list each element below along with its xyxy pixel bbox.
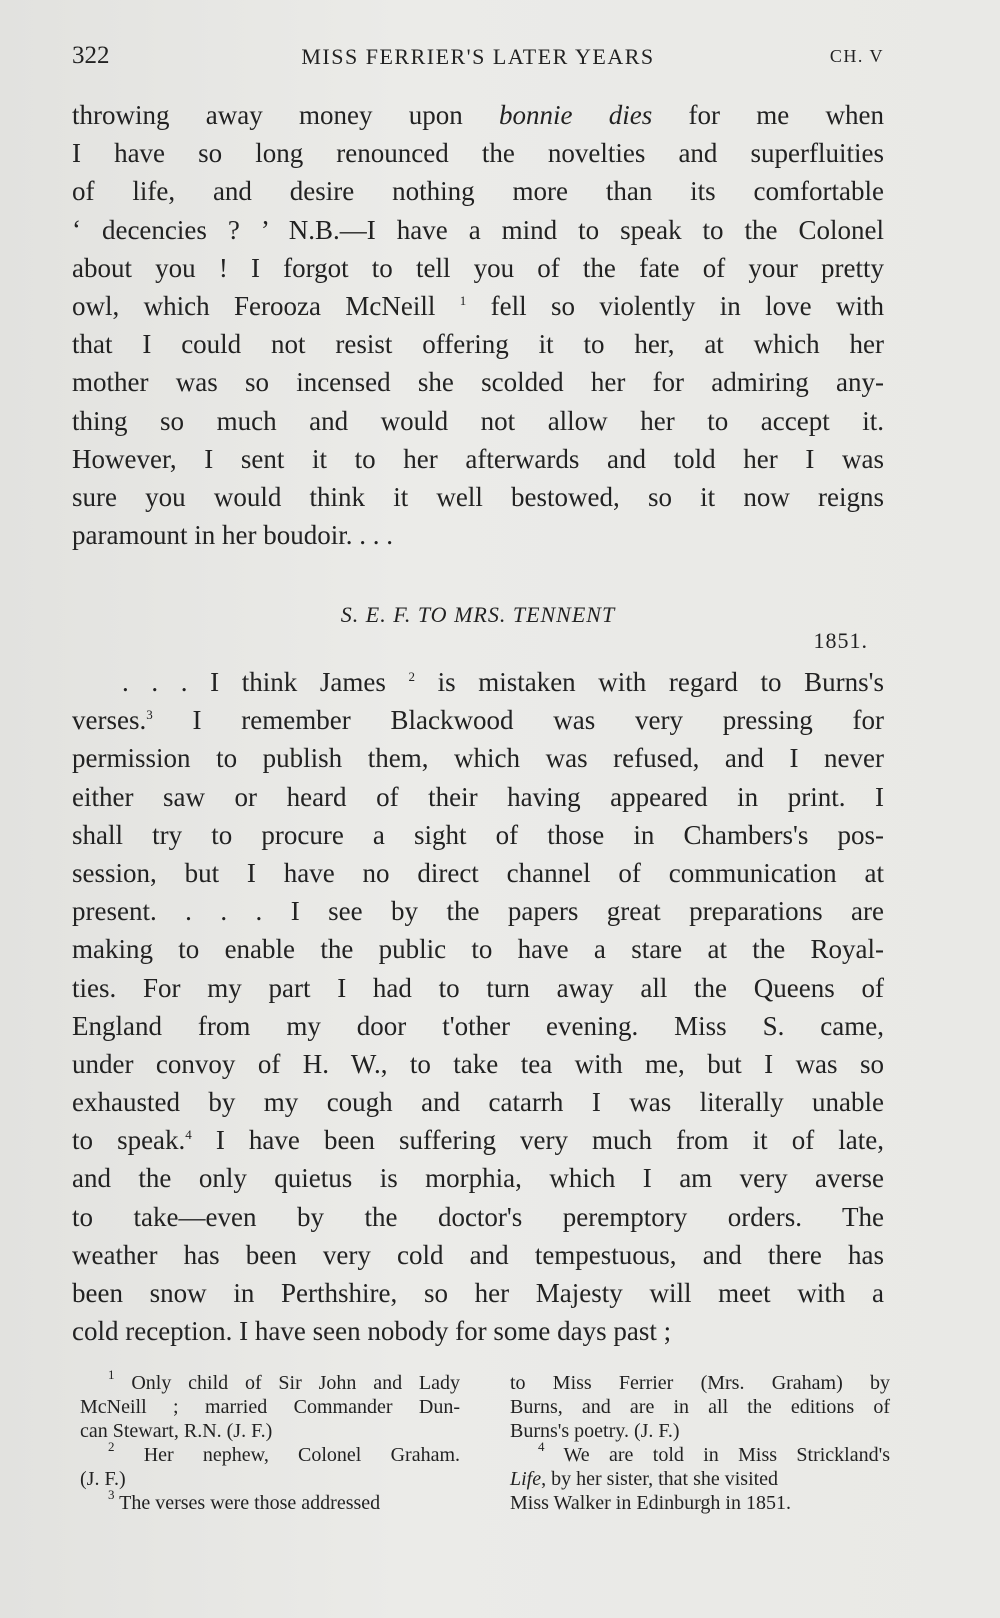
text-line: of life, and desire nothing more than its comfortable <box>72 176 884 207</box>
text-line: I have so long renounced the novelties and superfluities <box>72 138 884 169</box>
letter-date: 1851. <box>813 628 868 653</box>
text-line: mother was so incensed she scolded her for admiring any- <box>72 367 884 398</box>
paragraph-continued <box>72 96 884 554</box>
text-line: present. . . . I see by the papers great preparations are <box>72 896 884 927</box>
text-line: about you ! I forgot to tell you of the fate of your pretty <box>72 252 884 283</box>
page-number: 322 <box>72 42 110 69</box>
footnote-line: Life, by her sister, that she visited <box>510 1468 779 1490</box>
text-line: that I could not resist offering it to her, at which her <box>72 329 884 360</box>
text-line: under convoy of H. W., to take tea with me, but I was so <box>72 1048 884 1079</box>
text-line: weather has been very cold and tempestuous, and there has <box>72 1239 884 1270</box>
text-line: throwing away money upon bonnie dies for me when <box>72 100 884 130</box>
text-line: owl, which Ferooza McNeill $^1$ fell so violently in love with <box>72 290 884 321</box>
letter-body <box>72 663 884 1350</box>
text-line: verses.$^3$ I remember Blackwood was very pressing for <box>72 705 884 736</box>
text-line: making to enable the public to have a stare at the Royal- <box>72 934 884 965</box>
footnote-line: Burns's poetry. (J. F.) <box>510 1420 680 1442</box>
text-line: sure you would think it well bestowed, so it now reigns <box>72 481 884 512</box>
text-line: shall try to procure a sight of those in Chambers's pos- <box>72 819 884 850</box>
footnote-line: to Miss Ferrier (Mrs. Graham) by <box>510 1372 890 1394</box>
footnote-line: $^1$ Only child of Sir John and Lady <box>108 1367 460 1394</box>
footnotes-right-column <box>510 1371 890 1515</box>
text-line: permission to publish them, which was refused, and I never <box>72 743 884 774</box>
text-line: paramount in her boudoir. . . . <box>72 520 393 551</box>
footnote-line: (J. F.) <box>80 1468 126 1490</box>
text-line: thing so much and would not allow her to accept it. <box>72 405 884 436</box>
text-line: session, but I have no direct channel of communication at <box>72 857 884 888</box>
text-line: exhausted by my cough and catarrh I was literally unable <box>72 1087 884 1118</box>
footnote-line: Miss Walker in Edinburgh in 1851. <box>510 1492 791 1514</box>
text-line: either saw or heard of their having appeared in print. I <box>72 781 884 812</box>
text-line: England from my door t'other evening. Miss S. came, <box>72 1010 884 1041</box>
footnote-line: Burns, and are in all the editions of <box>510 1396 890 1418</box>
letter-heading: S. E. F. TO MRS. TENNENT <box>340 602 616 627</box>
chapter-label: CH. V <box>829 46 884 66</box>
footnotes-left-column <box>80 1367 460 1515</box>
text-line: . . . I think James $^2$ is mistaken with regard to Burns's <box>122 667 884 697</box>
footnote-line: $^3$ The verses were those addressed <box>108 1487 381 1514</box>
text-line: to speak.$^4$ I have been suffering very much from it of late, <box>72 1125 884 1156</box>
text-line: to take—even by the doctor's peremptory orders. The <box>72 1201 884 1232</box>
footnote-line: McNeill ; married Commander Dun- <box>80 1396 460 1418</box>
text-line: ‘ decencies ? ’ N.B.—I have a mind to speak to the Colonel <box>72 214 884 245</box>
text-line: and the only quietus is morphia, which I am very averse <box>72 1163 884 1194</box>
footnote-line: $^4$ We are told in Miss Strickland's <box>538 1439 890 1466</box>
footnote-line: can Stewart, R.N. (J. F.) <box>80 1420 273 1442</box>
running-head <box>72 42 884 72</box>
footnote-line: $^2$ Her nephew, Colonel Graham. <box>108 1439 460 1466</box>
text-line: been snow in Perthshire, so her Majesty will meet with a <box>72 1278 884 1308</box>
running-title: MISS FERRIER'S LATER YEARS <box>301 44 655 69</box>
text-line: cold reception. I have seen nobody for some days past ; <box>72 1316 672 1347</box>
text-line: However, I sent it to her afterwards and told her I was <box>72 443 884 474</box>
text-line: ties. For my part I had to turn away all the Queens of <box>72 972 884 1003</box>
